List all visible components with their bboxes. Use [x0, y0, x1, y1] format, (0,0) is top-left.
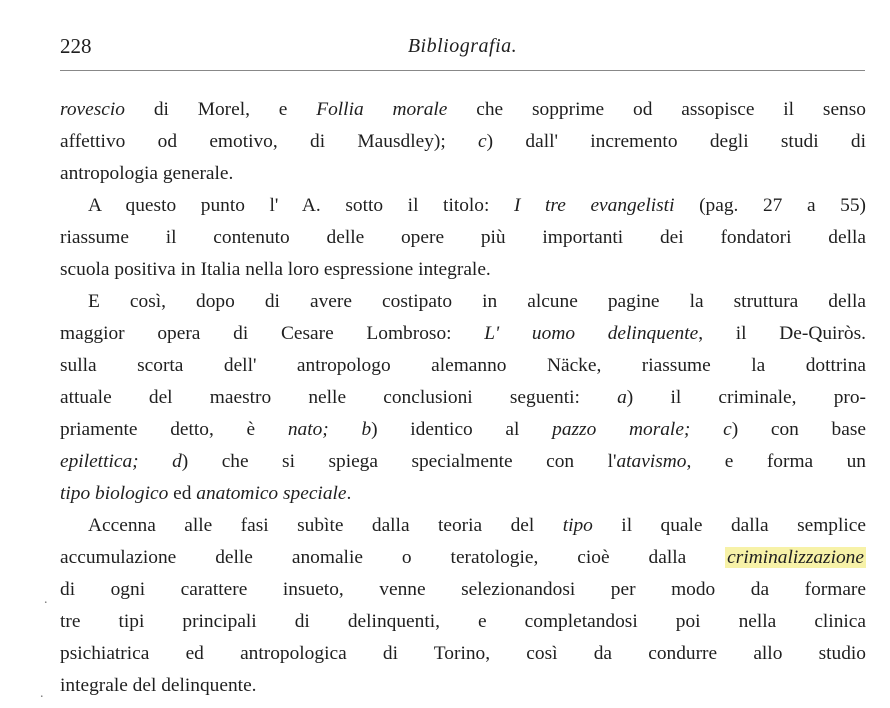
italic-text: c: [478, 131, 487, 152]
italic-text: d: [172, 451, 182, 472]
text-segment: che sopprime od assopisce il senso: [447, 99, 866, 120]
text-segment: attuale del maestro nelle conclusioni seguenti:: [60, 387, 618, 408]
italic-text: a: [617, 387, 627, 408]
text-segment: integrale del delinquente.: [60, 675, 257, 696]
text-segment: antropologia generale.: [60, 163, 234, 184]
italic-text: c: [723, 419, 732, 440]
italic-text: epilettica;: [60, 451, 139, 472]
text-segment: psichiatrica ed antropologica di Torino, così da condurre allo studio: [60, 643, 866, 664]
text-segment: ) identico al: [371, 419, 553, 440]
text-segment: priamente detto, è: [60, 419, 288, 440]
text-line: [60, 158, 866, 190]
italic-text: tipo biologico: [60, 483, 169, 504]
text-line: [60, 670, 866, 702]
italic-text: tipo: [562, 515, 593, 536]
text-segment: scuola positiva in Italia nella loro espressione integrale.: [60, 259, 491, 280]
text-line: [60, 94, 866, 126]
margin-speck: .: [44, 592, 48, 607]
text-line: [60, 638, 866, 670]
text-line: [60, 350, 866, 382]
text-segment: ed: [168, 483, 197, 504]
text-segment: affettivo od emotivo, di Mausdley);: [60, 131, 479, 152]
italic-text: atavismo: [616, 451, 687, 472]
text-segment: ) il criminale, pro-: [626, 387, 866, 408]
text-segment: riassume il contenuto delle opere più importanti dei fondatori della: [60, 227, 866, 248]
italic-text: L' uomo delinquente: [484, 323, 699, 344]
text-segment: , il De-Quiròs.: [698, 323, 866, 344]
margin-speck: .: [40, 686, 44, 701]
page-header: [60, 32, 865, 66]
italic-text: rovescio: [60, 99, 125, 120]
text-segment: E così, dopo di avere costipato in alcune pagine la struttura della: [88, 291, 866, 312]
italic-text: nato;: [287, 419, 329, 440]
text-line: [60, 510, 866, 542]
italic-text: pazzo morale;: [552, 419, 691, 440]
text-segment: sulla scorta dell' antropologo alemanno Näcke, riassume la dottrina: [60, 355, 866, 376]
text-segment: maggior opera di Cesare Lombroso:: [60, 323, 485, 344]
text-line: [60, 542, 866, 574]
text-line: [60, 606, 866, 638]
text-segment: (pag. 27 a 55): [674, 195, 867, 216]
text-segment: il quale dalla semplice: [592, 515, 866, 536]
page-number: 228: [60, 34, 92, 58]
text-segment: [690, 419, 723, 440]
highlighted-word: criminalizzazione: [727, 547, 864, 568]
text-line: [60, 446, 866, 478]
text-segment: ) dall' incremento degli studi di: [486, 131, 866, 152]
text-segment: .: [346, 483, 352, 504]
italic-text: Follia morale: [316, 99, 448, 120]
text-segment: , e forma un: [686, 451, 866, 472]
text-line: [60, 286, 866, 318]
running-title: Bibliografia.: [407, 35, 518, 57]
text-line: [60, 126, 866, 158]
text-segment: [139, 451, 172, 472]
text-segment: Accenna alle fasi subìte dalla teoria del: [88, 515, 563, 536]
text-line: [60, 222, 866, 254]
text-segment: di Morel, e: [124, 99, 317, 120]
italic-text: b: [361, 419, 372, 440]
text-line: [60, 318, 866, 350]
italic-text: I tre evangelisti: [513, 195, 675, 216]
text-segment: ) che si spiega specialmente con l': [181, 451, 617, 472]
text-segment: di ogni carattere insueto, venne selezionandosi per modo da formare: [60, 579, 866, 600]
text-line: [60, 382, 866, 414]
text-segment: [329, 419, 362, 440]
text-segment: A questo punto l' A. sotto il titolo:: [88, 195, 514, 216]
text-segment: tre tipi principali di delinquenti, e completandosi poi nella clinica: [60, 611, 866, 632]
text-line: [60, 190, 866, 222]
text-line: [60, 478, 866, 510]
text-line: [60, 574, 866, 606]
header-rule: [60, 70, 865, 71]
text-line: [60, 414, 866, 446]
text-segment: accumulazione delle anomalie o teratologie, cioè dalla: [60, 547, 726, 568]
text-segment: ) con base: [731, 419, 866, 440]
text-line: [60, 254, 866, 286]
body-text: [60, 94, 866, 702]
italic-text: anatomico speciale: [196, 483, 347, 504]
